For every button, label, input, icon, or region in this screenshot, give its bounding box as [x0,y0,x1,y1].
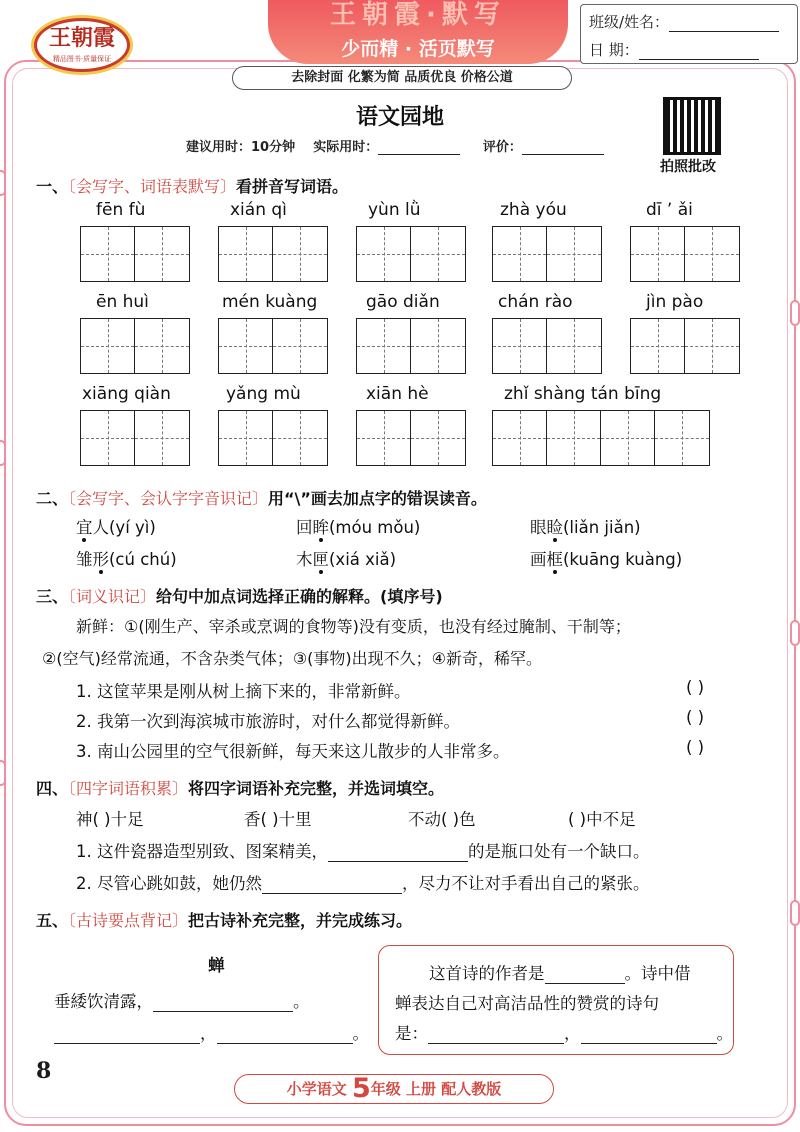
plain-char: 画 [530,550,547,569]
reading-item[interactable] [296,546,396,570]
qr-code-icon[interactable] [663,97,721,155]
footer-badge [234,1074,554,1104]
dotted-char: 睑 [546,518,563,537]
reading-options: (móu mǒu) [329,518,421,537]
idiom-blank[interactable]: ( )中不足 [568,810,636,829]
writing-grid[interactable] [630,318,740,374]
dotted-char: 眸 [312,518,329,537]
answer-line[interactable] [54,1030,200,1044]
fill-sentence [76,870,650,894]
box-line [395,1020,733,1044]
reading-options: (cú chú) [109,550,177,569]
pinyin-label: ēn huì [96,292,149,312]
dotted-char: 匣 [312,550,329,569]
writing-grid[interactable] [218,226,328,282]
evaluation-label: 评价： [482,140,522,155]
sentence-part: ，尽力不让对手看出自己的紧张。 [402,874,650,893]
definition-line: 新鲜：①(刚生产、宰杀或烹调的食物等)没有变质，也没有经过腌制、干制等； [76,617,631,636]
plain-char: 眼 [530,518,547,537]
answer-line[interactable] [581,1030,717,1044]
footer-edition: 年级 上册 配人教版 [370,1080,502,1098]
writing-grid[interactable] [80,226,190,282]
pinyin-label: xiān hè [366,384,429,404]
dotted-char: 形 [92,550,109,569]
section-5-heading [36,908,412,931]
punctuation: 。 [716,1024,733,1043]
answer-line[interactable] [428,1030,564,1044]
name-label: 班级/姓名： [589,13,670,31]
writing-grid[interactable] [80,318,190,374]
banner-subtitle: 少而精 · 活页默写 [341,38,495,60]
answer-line[interactable] [262,880,402,894]
section-instruction: 用“\”画去加点字的错误读音。 [268,489,487,508]
page-number: 8 [36,1058,52,1084]
idiom-blank[interactable]: 不动( )色 [408,810,476,829]
box-text: 是： [395,1024,428,1043]
reading-options: (xiá xiǎ) [329,550,397,569]
dotted-char: 框 [546,550,563,569]
writing-grid[interactable] [492,226,602,282]
section-instruction: 将四字词语补充完整，并选词填空。 [188,779,445,798]
pinyin-label: chán rào [498,292,573,312]
question-text: 2. 我第一次到海滨城市旅游时，对什么都觉得新鲜。 [76,712,460,731]
poem-line [54,988,310,1012]
answer-blank[interactable]: ( ) [686,738,705,757]
pinyin-label: gāo diǎn [366,292,440,312]
suggested-time: 建议用时：10分钟 [186,140,296,155]
answer-blank[interactable]: ( ) [686,708,705,727]
frame-decoration [0,440,6,466]
pinyin-label: zhà yóu [500,200,567,220]
answer-blank[interactable]: ( ) [686,678,705,697]
answer-line[interactable] [328,848,468,862]
actual-time-label: 实际用时： [313,140,379,155]
plain-char: 雏 [76,550,93,569]
reading-item[interactable] [296,514,420,538]
section-4-heading [36,776,444,799]
pinyin-label: dī ʼ ǎi [646,200,693,220]
section-1-heading [36,174,348,197]
reading-options: (liǎn jiǎn) [563,518,641,537]
date-field[interactable] [589,39,759,60]
frame-decoration [0,170,6,196]
page-title: 语文园地 [355,105,444,130]
reading-options: 人(yí yì) [92,518,156,537]
pinyin-label: jìn pào [646,292,704,312]
writing-grid[interactable] [492,410,710,466]
frame-decoration [790,300,800,326]
section-number: 二、 [36,489,69,508]
pinyin-label: zhǐ shàng tán bīng [504,384,662,404]
writing-grid[interactable] [356,410,466,466]
fill-sentence [76,838,650,862]
writing-grid[interactable] [630,226,740,282]
footer-grade: 5 [352,1073,371,1104]
logo-text: 王朝霞 [48,25,115,51]
box-line [429,960,691,984]
banner-title: 王朝霞·默写 [330,0,506,30]
section-3-heading [36,584,443,607]
reading-item[interactable] [530,514,641,538]
punctuation: 。 [293,992,310,1011]
section-number: 一、 [36,177,69,196]
punctuation: ， [200,1024,217,1043]
writing-grid[interactable] [492,318,602,374]
idiom-blank[interactable]: 神( )十足 [76,810,144,829]
pinyin-label: xián qì [230,200,287,220]
section-number: 三、 [36,587,69,606]
box-text: 蝉表达自己对高洁品性的赞赏的诗句 [395,994,659,1013]
idiom-blank[interactable]: 香( )十里 [244,810,312,829]
reading-item[interactable] [530,546,682,570]
writing-grid[interactable] [218,410,328,466]
sentence-part: 2. 尽管心跳如鼓，她仍然 [76,874,262,893]
logo-subtext: 精品图书·质量保证 [52,55,112,63]
section-tag: 〔会写字、词语表默写〕 [68,177,237,196]
poem-text: 垂緌饮清露， [54,992,153,1011]
frame-decoration [790,620,800,646]
frame-decoration [0,760,6,786]
definition-line: ②(空气)经常流通，不含杂类气体；③(事物)出现不久；④新奇，稀罕。 [42,649,543,668]
question-text: 1. 这筐苹果是刚从树上摘下来的，非常新鲜。 [76,682,411,701]
poem-exercise-box [378,945,734,1055]
reading-options: (kuāng kuàng) [563,550,683,569]
pinyin-label: xiāng qiàn [82,384,171,404]
section-number: 四、 [36,779,69,798]
timing-line [186,136,604,155]
pinyin-label: mén kuàng [222,292,318,312]
pinyin-label: yùn lǜ [368,200,421,220]
poem-title: 蝉 [208,956,225,975]
plain-char: 回 [296,518,313,537]
footer-subject: 小学语文 [286,1080,347,1098]
box-text: 这首诗的作者是 [429,964,545,983]
section-tag: 〔会写字、会认字字音识记〕 [68,489,269,508]
section-instruction: 把古诗补充完整，并完成练习。 [188,911,413,930]
header-banner [268,0,568,64]
writing-grid[interactable] [218,318,328,374]
answer-line[interactable] [153,998,293,1012]
sentence-part: 的是瓶口处有一个缺口。 [468,842,650,861]
section-tag: 〔词义识记〕 [68,587,157,606]
dotted-char: 宜 [76,518,93,537]
section-tag: 〔四字词语积累〕 [68,779,189,798]
slogan: 去除封面 化繁为简 品质优良 价格公道 [232,66,572,90]
answer-line[interactable] [545,970,625,984]
question-text: 3. 南山公园里的空气很新鲜，每天来这儿散步的人非常多。 [76,742,510,761]
reading-item[interactable] [76,546,177,570]
qr-label: 拍照批改 [660,159,716,175]
reading-item[interactable] [76,514,156,538]
answer-line[interactable] [217,1030,353,1044]
plain-char: 木 [296,550,313,569]
student-info-box [580,4,798,64]
writing-grid[interactable] [80,410,190,466]
punctuation: ， [564,1024,581,1043]
section-instruction: 给句中加点词选择正确的解释。(填序号) [156,587,443,606]
publisher-logo [34,18,130,72]
frame-decoration [790,900,800,926]
pinyin-label: yǎng mù [226,384,301,404]
punctuation: 。 [352,1024,369,1043]
section-tag: 〔古诗要点背记〕 [68,911,189,930]
writing-grid[interactable] [356,318,466,374]
pinyin-label: fēn fù [96,200,146,220]
section-number: 五、 [36,911,69,930]
section-instruction: 看拼音写词语。 [236,177,349,196]
date-label: 日 期： [589,41,639,59]
poem-line [54,1020,369,1044]
name-field[interactable] [589,11,779,32]
writing-grid[interactable] [356,226,466,282]
sentence-part: 1. 这件瓷器造型别致、图案精美， [76,842,328,861]
box-text: 。诗中借 [624,964,691,983]
section-2-heading [36,486,487,509]
